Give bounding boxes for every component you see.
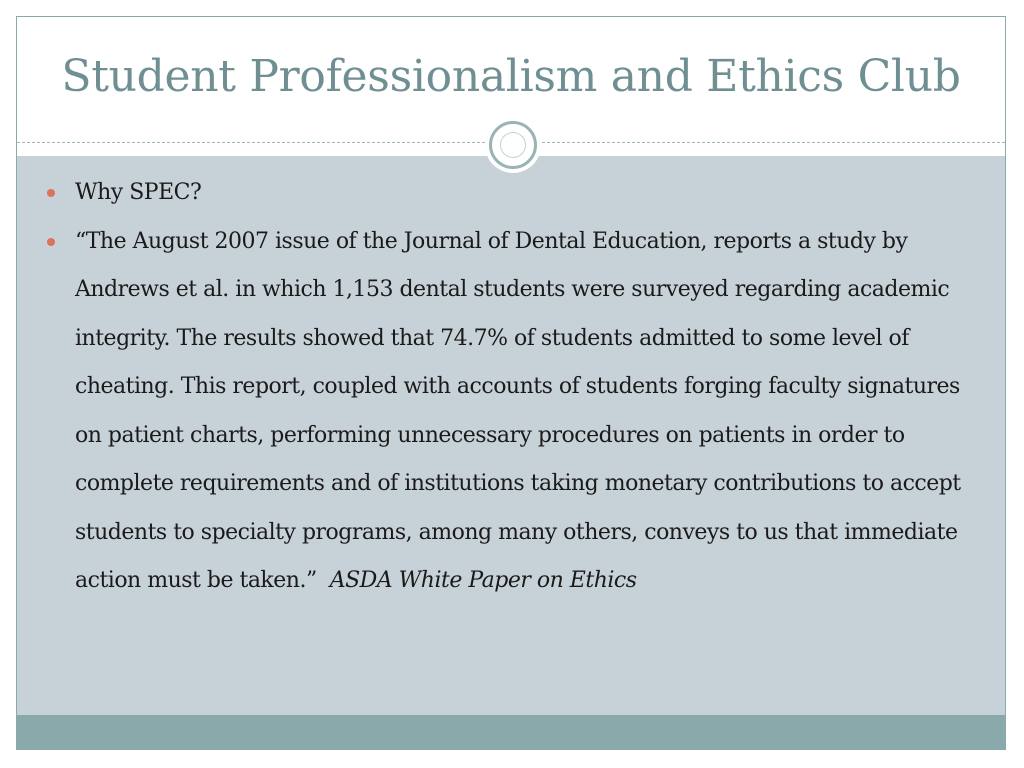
slide [16,16,1006,750]
ornament-ring [489,121,537,169]
slide-content [47,169,977,606]
bullet-text: Why SPEC? [75,180,202,205]
circle-ornament-icon [485,117,541,173]
slide-title: Student Professionalism and Ethics Club [61,51,961,102]
ornament-inner-ring [500,132,526,158]
bullet-dot-icon [47,189,55,197]
title-area [17,17,1005,156]
bullet-quote-text: “The August 2007 issue of the Journal of Dental Education, reports a study by Andrews et al. in which 1,153 dental students were surveyed regarding academic integrity. The results showed that 74.7% of students admitted to some level of cheating. This report, coupled with accounts of students forging faculty signatures on patient charts, performing unnecessary procedures on patients in order to complete requirements and of institutions taking monetary contributions to accept students to specialty programs, among many others, conveys to us that immediate action must be taken.” [75,228,961,593]
footer-bar [17,715,1005,749]
bullet-quote-block [75,218,977,606]
bullet-item-why-spec [47,169,977,218]
bullet-item-quote [47,218,977,606]
quote-source: ASDA White Paper on Ethics [329,568,637,593]
bullet-dot-icon [47,238,55,246]
